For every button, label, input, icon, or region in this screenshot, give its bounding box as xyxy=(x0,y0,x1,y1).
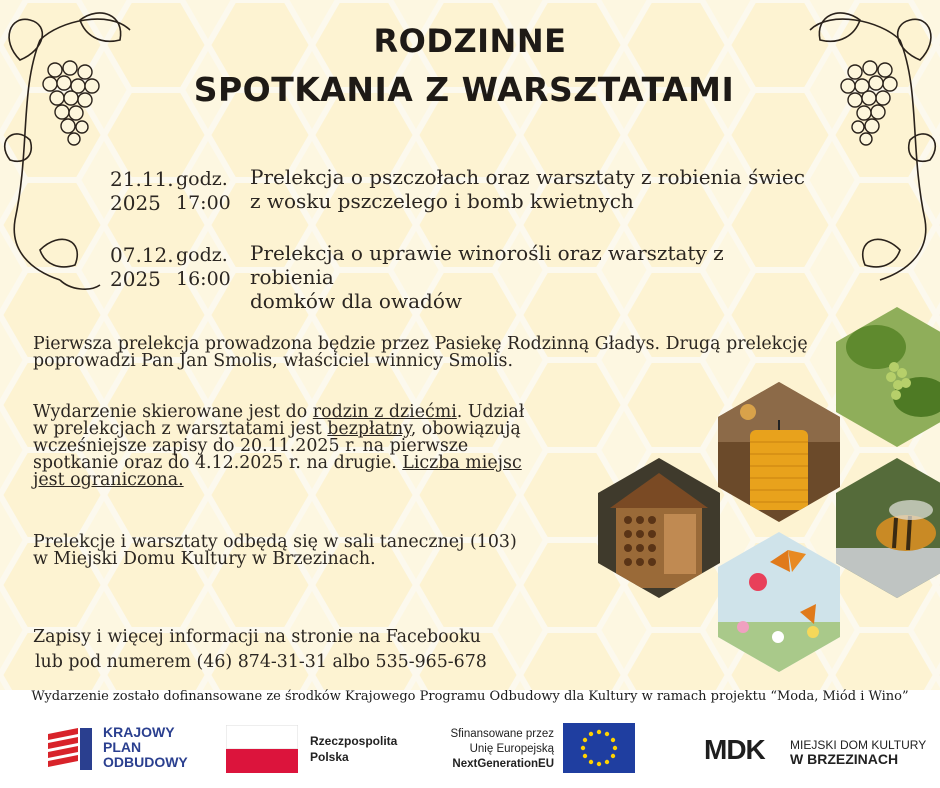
kpo-logo-text: KRAJOWY PLAN ODBUDOWY xyxy=(103,724,188,770)
mdk-logo-mark: MDK xyxy=(704,734,765,765)
bee-photo xyxy=(836,458,940,598)
butterfly-flowers-photo xyxy=(718,532,840,672)
eu-funding-text: Sfinansowane przez Unię Europejską NextGenerationEU xyxy=(450,728,554,770)
event-2-hour: godz. 16:00 xyxy=(176,244,231,290)
title-line-1: RODZINNE xyxy=(373,22,567,60)
eu-flag-icon xyxy=(563,723,635,773)
beeswax-candle-photo xyxy=(718,382,840,522)
event-1-hour: godz. 17:00 xyxy=(176,168,231,214)
contact-info: Zapisy i więcej informacji na stronie na Facebooku lub pod numerem (46) 874-31-31 albo 535-965-678 xyxy=(33,627,487,672)
rzeczpospolita-logo-text: Rzeczpospolita Polska xyxy=(310,734,398,764)
venue-paragraph: Prelekcje i warsztaty odbędą się w sali tanecznej (103) w Miejski Domu Kultury w Brzezinach. xyxy=(33,532,517,569)
bee-hotel-photo xyxy=(598,458,720,598)
event-2-date: 07.12. 2025 xyxy=(110,243,174,291)
mdk-logo-text: MIEJSKI DOM KULTURY W BRZEZINACH xyxy=(790,738,927,767)
grapevine-photo xyxy=(836,307,940,447)
event-2-description: Prelekcja o uprawie winorośli oraz warsztaty z robienia domków dla owadów xyxy=(250,241,724,313)
kpo-logo-icon xyxy=(48,728,94,772)
participation-paragraph: Wydarzenie skierowane jest do rodzin z dziećmi. Udział w prelekcjach z warsztatami jest bezpłatny, obowiązują wcześniejsze zapisy do 20.11.2025 r. na pierwsze spotkanie oraz do 4.12.2025 r. na drugie. Liczba miejsc jest ograniczona. xyxy=(33,402,525,490)
speakers-paragraph: Pierwsza prelekcja prowadzona będzie przez Pasiekę Rodzinną Gładys. Drugą prelekcję poprowadzi Pan Jan Smolis, właściciel winnicy Smolis. xyxy=(33,334,808,371)
title-line-2: SPOTKANIA Z WARSZTATAMI xyxy=(193,70,735,109)
polish-flag-icon xyxy=(226,725,298,773)
event-1-date: 21.11. 2025 xyxy=(110,167,174,215)
funding-note: Wydarzenie zostało dofinansowane ze środków Krajowego Programu Odbudowy dla Kultury w ramach projektu “Moda, Miód i Wino” xyxy=(31,689,909,704)
event-1-description: Prelekcja o pszczołach oraz warsztaty z robienia świec z wosku pszczelego i bomb kwietnych xyxy=(250,165,805,213)
